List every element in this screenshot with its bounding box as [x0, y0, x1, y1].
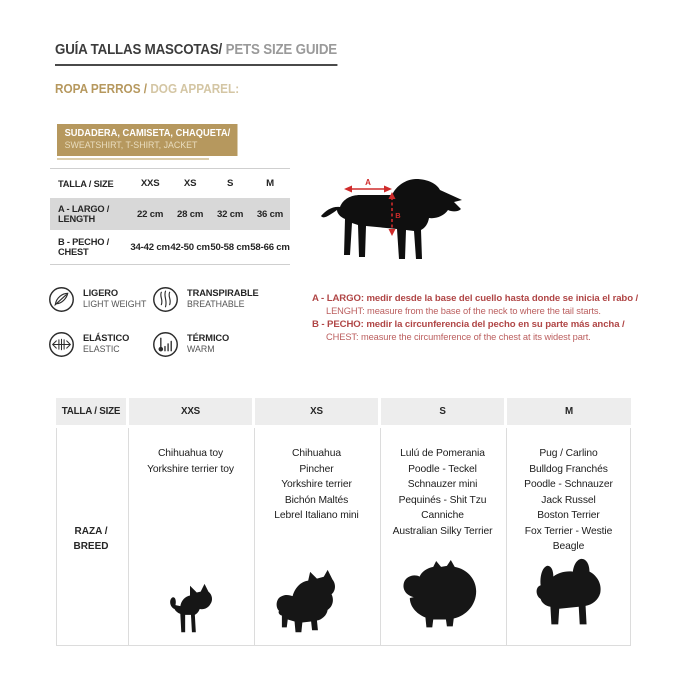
long-haired-chihuahua-silhouette-icon: [272, 566, 358, 640]
breed-item: Pincher: [299, 463, 334, 475]
note-largo-es: A - LARGO: medir desde la base del cuello hasta donde se inicia el rabo /: [312, 293, 639, 304]
breed-item: Schnauzer mini: [407, 479, 478, 490]
subtitle-english: DOG APPAREL:: [147, 82, 240, 96]
breed-item: Bichón Maltés: [284, 494, 349, 506]
feature-name-en: WARM: [187, 344, 215, 355]
breed-item: Lebrel Italiano mini: [274, 510, 359, 521]
feature-name-es: TÉRMICO: [187, 333, 230, 343]
length-row: [50, 198, 290, 230]
banner-line-english: SWEATSHIRT, T-SHIRT, JACKET: [64, 139, 198, 150]
banner-line-spanish: SUDADERA, CAMISETA, CHAQUETA/: [64, 128, 231, 139]
breed-row-label: [56, 524, 126, 554]
feather-icon: [48, 286, 75, 313]
feature-name-es: LIGERO: [83, 288, 119, 298]
breed-item: Bulldog Franchés: [529, 463, 608, 475]
breed-row-label-es: RAZA /: [74, 526, 108, 537]
chihuahua-silhouette-icon: [164, 578, 216, 640]
feature-name-en: LIGHT WEIGHT: [83, 299, 147, 310]
length-xs: 28 cm: [176, 208, 204, 220]
table-divider: [630, 428, 631, 645]
feature-thermal: [152, 331, 229, 358]
chest-m: 58-66 cm: [250, 241, 290, 253]
length-m: 36 cm: [256, 208, 284, 220]
length-s: 32 cm: [216, 208, 244, 220]
breed-item: Yorkshire terrier: [281, 479, 352, 490]
breed-item: Chihuahua toy: [157, 448, 224, 459]
label-a: A: [365, 178, 371, 187]
subtitle-spanish: ROPA PERROS /: [55, 82, 148, 96]
breed-item: Canniche: [421, 510, 464, 521]
length-row-label: A - LARGO / LENGTH: [58, 204, 110, 224]
feature-name-es: TRANSPIRABLE: [187, 288, 259, 298]
breed-list-xxs: [129, 446, 252, 477]
breed-item: Chihuahua: [292, 448, 341, 459]
chest-xs: 42-50 cm: [170, 241, 210, 253]
feature-name-en: BREATHABLE: [187, 299, 245, 310]
size-table-header-xxs: XXS: [140, 178, 160, 189]
note-length-en: LENGHT: measure from the base of the neck to where the tail starts.: [326, 306, 601, 316]
title-english: PETS SIZE GUIDE: [222, 42, 338, 58]
feature-lightweight: [48, 286, 146, 313]
length-xxs: 22 cm: [137, 208, 164, 220]
chest-row-label: B - PECHO / CHEST: [58, 237, 110, 257]
breed-table-header-xs: XS: [255, 398, 378, 425]
banner-underline: [57, 158, 209, 160]
breed-table-header-label: TALLA / SIZE: [56, 398, 126, 425]
breed-item: Jack Russel: [541, 494, 596, 506]
breathable-icon: [152, 286, 179, 313]
chest-s: 50-58 cm: [210, 241, 250, 253]
size-table-header-label: TALLA / SIZE: [58, 178, 114, 189]
feature-breathable: [152, 286, 259, 313]
size-measurements-table: [50, 168, 290, 265]
measurement-notes: [312, 292, 638, 344]
size-table-header-s: S: [226, 178, 234, 189]
breed-item: Poodle - Teckel: [408, 463, 477, 475]
chest-xxs: 34-42 cm: [130, 241, 170, 253]
breed-item: Pug / Carlino: [539, 448, 598, 459]
dog-measurement-diagram: [318, 174, 483, 264]
breed-item: Lulú de Pomerania: [400, 448, 485, 459]
elastic-icon: [48, 331, 75, 358]
breed-row-label-en: BREED: [73, 541, 109, 552]
breed-list-xs: [255, 446, 378, 524]
chest-row: [50, 230, 290, 264]
size-table-header-row: [50, 169, 290, 198]
feature-name-es: ELÁSTICO: [83, 333, 130, 343]
size-table-header-m: M: [266, 178, 274, 189]
feature-elastic: [48, 331, 129, 358]
table-bottom-border: [56, 645, 631, 646]
breed-item: Pequinés - Shit Tzu: [398, 494, 487, 506]
breed-list-m: [507, 446, 630, 555]
breed-item: Australian Silky Terrier: [392, 525, 493, 537]
page-title: [55, 42, 337, 66]
thermometer-icon: [152, 331, 179, 358]
breed-item: Boston Terrier: [537, 510, 600, 521]
breed-item: Fox Terrier - Westie: [524, 525, 613, 537]
pomeranian-silhouette-icon: [398, 560, 488, 640]
breed-table-header-m: M: [507, 398, 631, 425]
breed-item: Beagle: [552, 541, 585, 552]
breed-list-s: [381, 446, 504, 539]
breed-item: Poodle - Schnauzer: [524, 479, 613, 490]
breed-table-header-s: S: [381, 398, 504, 425]
label-b: B: [395, 211, 401, 220]
size-table-header-xs: XS: [183, 178, 197, 189]
category-banner: [57, 124, 238, 156]
section-subtitle: [55, 82, 239, 96]
french-bulldog-silhouette-icon: [516, 556, 620, 640]
breed-table-header-xxs: XXS: [129, 398, 252, 425]
breed-item: Yorkshire terrier toy: [147, 463, 234, 475]
feature-name-en: ELASTIC: [83, 344, 120, 355]
title-spanish: GUÍA TALLAS MASCOTAS/: [55, 42, 223, 58]
note-chest-en: CHEST: measure the circumference of the chest at its widest part.: [326, 332, 591, 342]
note-pecho-es: B - PECHO: medir la circunferencia del pecho en su parte más ancha /: [312, 319, 625, 330]
